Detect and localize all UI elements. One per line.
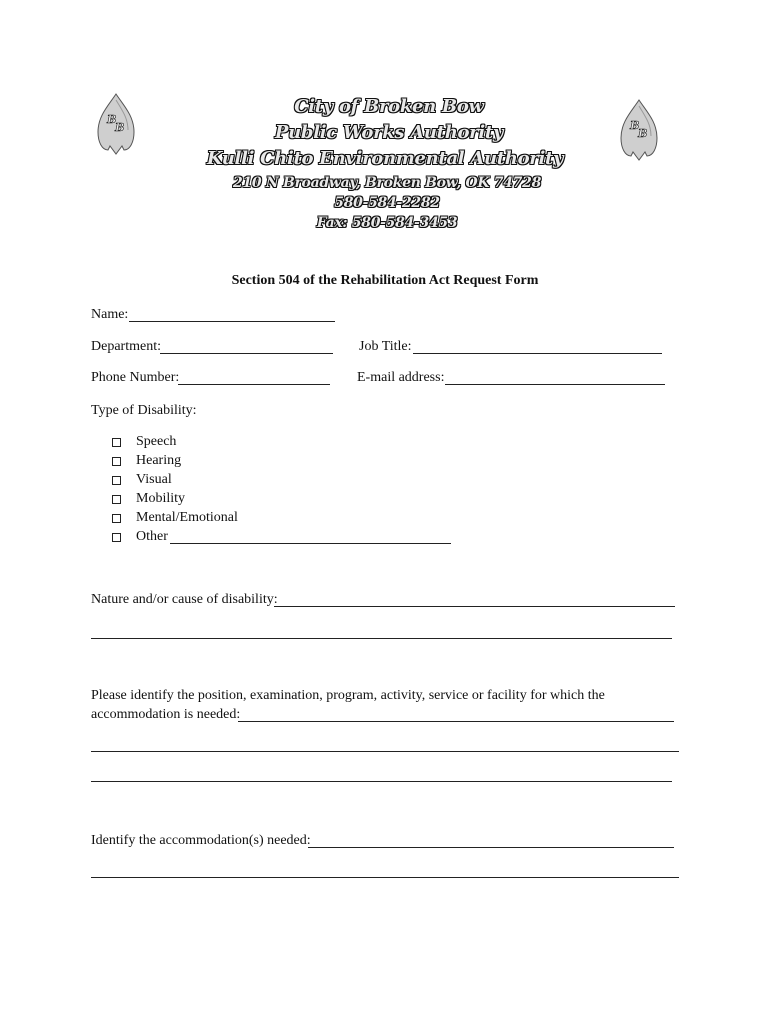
department-label: Department: [91, 339, 161, 354]
identify-position-label-line2: accommodation is needed: [91, 707, 241, 722]
form-title: Section 504 of the Rehabilitation Act Request Form [231, 273, 539, 288]
hearing-option: Hearing [136, 453, 182, 468]
mental-emotional-option: Mental/Emotional [136, 510, 238, 525]
disability-type-label: Type of Disability: [91, 403, 197, 418]
visual-checkbox[interactable] [112, 476, 121, 485]
other-checkbox[interactable] [112, 533, 121, 542]
mental-emotional-checkbox[interactable] [112, 514, 121, 523]
header-address: 210 N Broadway, Broken Bow, OK 74728 [232, 175, 542, 191]
header-authority: Public Works Authority [274, 122, 504, 143]
header-fax: Fax: 580-584-3453 [316, 215, 458, 231]
position-field-continued-1[interactable] [91, 751, 679, 752]
header-phone: 580-584-2282 [334, 195, 440, 211]
nature-field[interactable] [274, 606, 675, 607]
phone-field[interactable] [178, 384, 330, 385]
job-title-label: Job Title: [359, 339, 412, 354]
svg-text:B: B [638, 127, 648, 140]
header-environmental-authority: Kulli Chito Environmental Authority [206, 148, 564, 169]
other-field[interactable] [170, 543, 451, 544]
accommodations-label: Identify the accommodation(s) needed: [91, 833, 311, 848]
nature-label: Nature and/or cause of disability: [91, 592, 278, 607]
email-field[interactable] [445, 384, 665, 385]
accommodations-field-continued[interactable] [91, 877, 679, 878]
position-field[interactable] [238, 721, 674, 722]
department-field[interactable] [160, 353, 333, 354]
accommodations-field[interactable] [308, 847, 674, 848]
svg-text:B: B [115, 121, 125, 134]
speech-checkbox[interactable] [112, 438, 121, 447]
position-field-continued-2[interactable] [91, 781, 672, 782]
svg-text:B: B [107, 113, 117, 126]
phone-label: Phone Number: [91, 370, 180, 385]
hearing-checkbox[interactable] [112, 457, 121, 466]
other-option: Other [136, 529, 168, 544]
mobility-option: Mobility [136, 491, 186, 506]
visual-option: Visual [136, 472, 172, 487]
email-label: E-mail address: [357, 370, 445, 385]
nature-field-continued[interactable] [91, 638, 672, 639]
header-city: City of Broken Bow [294, 96, 484, 117]
svg-text:B: B [630, 119, 640, 132]
job-title-field[interactable] [413, 353, 662, 354]
speech-option: Speech [136, 434, 177, 449]
name-label: Name: [91, 307, 129, 322]
identify-position-label: Please identify the position, examination, program, activity, service or facility for which the [91, 688, 605, 703]
name-field[interactable] [129, 321, 335, 322]
mobility-checkbox[interactable] [112, 495, 121, 504]
